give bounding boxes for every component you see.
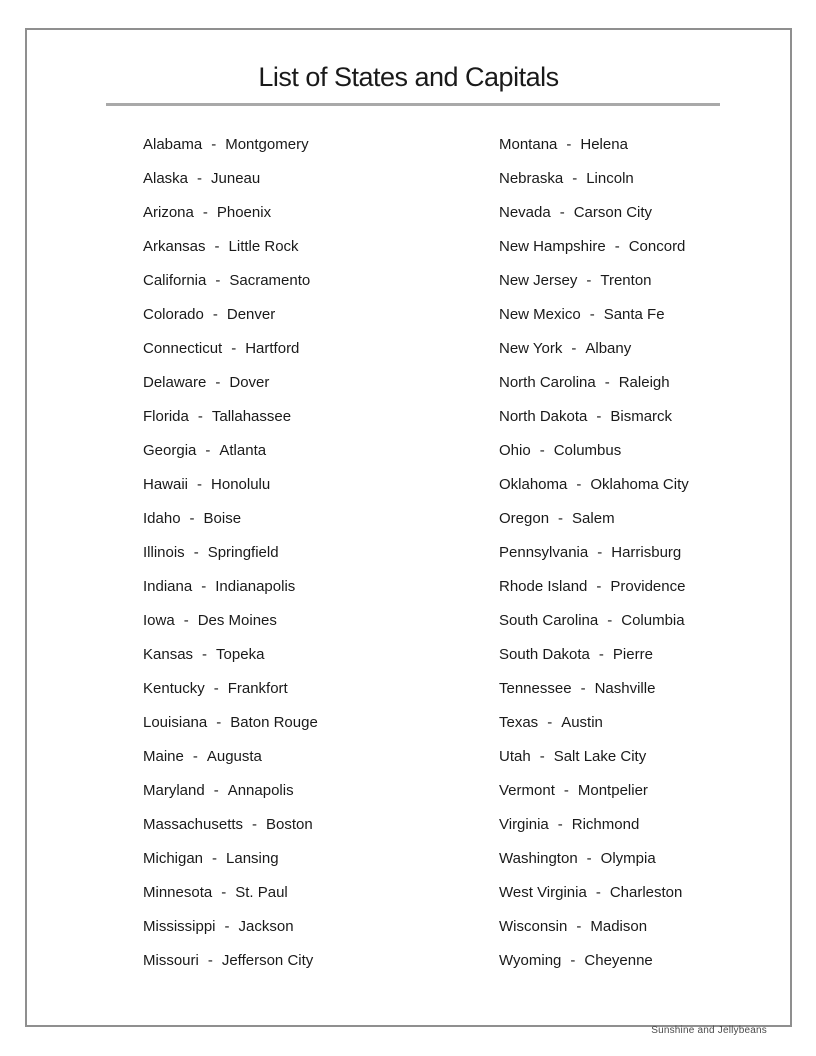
capital-name: Harrisburg [611,544,682,561]
capital-name: Des Moines [197,612,277,629]
separator-dash: - [570,952,576,969]
separator-dash: - [557,816,563,833]
separator-dash: - [213,782,219,799]
capital-name: Lincoln [586,170,634,187]
state-capital-row [143,400,318,434]
state-capital-row [499,570,689,604]
separator-dash: - [586,272,592,289]
state-name: Oregon [499,510,550,527]
separator-dash: - [580,680,586,697]
state-capital-row [499,706,689,740]
separator-dash: - [539,748,545,765]
separator-dash: - [598,646,604,663]
capital-name: Pierre [612,646,653,663]
state-capital-row [143,842,318,876]
capital-name: Annapolis [227,782,294,799]
state-name: Idaho [143,510,181,527]
state-name: West Virginia [499,884,587,901]
state-capital-row [499,740,689,774]
capital-name: Salt Lake City [553,748,647,765]
capital-name: Tallahassee [211,408,292,425]
capital-name: Montpelier [577,782,648,799]
watermark-credit: Sunshine and Jellybeans [651,1025,767,1036]
capital-name: Cheyenne [584,952,653,969]
separator-dash: - [197,408,203,425]
capital-name: Helena [580,136,628,153]
state-name: Arizona [143,204,194,221]
state-name: Maryland [143,782,205,799]
separator-dash: - [197,476,203,493]
state-name: Massachusetts [143,816,244,833]
capital-name: Trenton [600,272,652,289]
state-name: South Dakota [499,646,590,663]
capital-name: Albany [585,340,632,357]
state-capital-row [143,434,318,468]
state-name: Virginia [499,816,549,833]
separator-dash: - [207,952,213,969]
separator-dash: - [212,306,218,323]
state-name: North Dakota [499,408,588,425]
state-name: Delaware [143,374,207,391]
capital-name: Columbus [553,442,622,459]
separator-dash: - [558,510,564,527]
capital-name: Phoenix [216,204,272,221]
separator-dash: - [211,136,217,153]
separator-dash: - [221,884,227,901]
state-capital-row [499,876,689,910]
state-capital-row [499,910,689,944]
state-name: Pennsylvania [499,544,589,561]
state-name: Montana [499,136,558,153]
capital-name: Augusta [206,748,262,765]
state-capital-row [143,672,318,706]
state-name: South Carolina [499,612,599,629]
capital-name: Bismarck [610,408,673,425]
separator-dash: - [576,918,582,935]
separator-dash: - [216,714,222,731]
capital-name: Boston [266,816,313,833]
capital-name: Jackson [238,918,294,935]
state-capital-row [143,162,318,196]
capital-name: Dover [229,374,270,391]
state-name: Alabama [143,136,203,153]
capital-name: Oklahoma City [590,476,689,493]
separator-dash: - [576,476,582,493]
separator-dash: - [252,816,258,833]
state-name: Kentucky [143,680,205,697]
capital-name: Topeka [216,646,265,663]
state-capital-row [143,196,318,230]
state-name: Florida [143,408,189,425]
state-capital-row [499,128,689,162]
capital-name: Concord [628,238,686,255]
state-capital-row [499,162,689,196]
state-capital-row [499,400,689,434]
state-name: Tennessee [499,680,572,697]
state-name: Iowa [143,612,175,629]
state-capital-row [499,264,689,298]
state-name: Maine [143,748,184,765]
capital-name: Columbia [621,612,685,629]
state-capital-row [499,536,689,570]
capital-name: Charleston [609,884,683,901]
state-capital-row [143,298,318,332]
separator-dash: - [596,408,602,425]
state-capital-row [499,944,689,978]
separator-dash: - [586,850,592,867]
state-capital-row [143,468,318,502]
capital-name: Richmond [571,816,640,833]
separator-dash: - [614,238,620,255]
capital-name: Sacramento [229,272,311,289]
state-name: Texas [499,714,539,731]
separator-dash: - [224,918,230,935]
state-capital-row [143,366,318,400]
state-name: Arkansas [143,238,206,255]
capital-name: Atlanta [219,442,267,459]
separator-dash: - [197,170,203,187]
state-name: Minnesota [143,884,213,901]
state-name: Kansas [143,646,194,663]
state-name: Mississippi [143,918,216,935]
separator-dash: - [205,442,211,459]
state-name: New York [499,340,563,357]
state-name: Georgia [143,442,197,459]
state-capital-row [143,638,318,672]
capital-name: Providence [610,578,686,595]
state-capital-row [143,876,318,910]
capital-name: Frankfort [227,680,288,697]
state-capital-row [499,842,689,876]
state-capital-row [143,230,318,264]
states-column-right [499,128,689,978]
separator-dash: - [201,578,207,595]
state-name: New Mexico [499,306,581,323]
state-name: Wyoming [499,952,562,969]
state-capital-row [143,264,318,298]
separator-dash: - [214,238,220,255]
state-name: Utah [499,748,531,765]
state-capital-row [499,604,689,638]
state-capital-row [143,774,318,808]
separator-dash: - [595,884,601,901]
state-capital-row [143,706,318,740]
capital-name: Madison [590,918,648,935]
capital-name: Montgomery [225,136,309,153]
capital-name: Raleigh [618,374,670,391]
separator-dash: - [215,374,221,391]
capital-name: Juneau [211,170,261,187]
separator-dash: - [607,612,613,629]
capital-name: Austin [561,714,603,731]
state-name: Nebraska [499,170,564,187]
capital-name: Baton Rouge [230,714,318,731]
state-name: New Hampshire [499,238,606,255]
state-name: Colorado [143,306,204,323]
state-capital-row [499,366,689,400]
state-name: Illinois [143,544,185,561]
capital-name: St. Paul [235,884,288,901]
state-capital-row [143,570,318,604]
state-capital-row [143,502,318,536]
state-name: Vermont [499,782,555,799]
title-underline [106,103,720,106]
separator-dash: - [559,204,565,221]
separator-dash: - [572,170,578,187]
state-capital-row [143,128,318,162]
state-capital-row [499,468,689,502]
separator-dash: - [604,374,610,391]
state-capital-row [143,910,318,944]
state-name: Rhode Island [499,578,588,595]
state-name: Nevada [499,204,551,221]
capital-name: Olympia [600,850,656,867]
separator-dash: - [597,544,603,561]
state-capital-row [499,502,689,536]
separator-dash: - [566,136,572,153]
state-capital-row [499,638,689,672]
state-name: North Carolina [499,374,596,391]
state-capital-row [499,672,689,706]
capital-name: Indianapolis [215,578,296,595]
separator-dash: - [231,340,237,357]
capital-name: Springfield [207,544,279,561]
separator-dash: - [539,442,545,459]
separator-dash: - [183,612,189,629]
separator-dash: - [212,850,218,867]
state-name: Hawaii [143,476,189,493]
capital-name: Lansing [226,850,279,867]
state-name: New Jersey [499,272,578,289]
separator-dash: - [589,306,595,323]
state-name: Missouri [143,952,199,969]
capital-name: Nashville [594,680,656,697]
state-capital-row [143,944,318,978]
state-capital-row [499,774,689,808]
state-name: Oklahoma [499,476,568,493]
state-name: Connecticut [143,340,223,357]
state-capital-row [499,808,689,842]
state-capital-row [499,196,689,230]
separator-dash: - [193,544,199,561]
state-capital-row [143,808,318,842]
capital-name: Carson City [573,204,653,221]
page-border [25,28,792,1027]
capital-name: Hartford [245,340,300,357]
separator-dash: - [563,782,569,799]
state-capital-row [499,230,689,264]
separator-dash: - [202,646,208,663]
separator-dash: - [213,680,219,697]
state-capital-row [499,434,689,468]
capital-name: Little Rock [228,238,299,255]
state-name: Alaska [143,170,189,187]
page-title: List of States and Capitals [258,62,559,92]
state-name: Indiana [143,578,193,595]
state-capital-row [499,332,689,366]
state-capital-row [499,298,689,332]
state-name: Washington [499,850,578,867]
state-name: California [143,272,207,289]
capital-name: Boise [203,510,242,527]
separator-dash: - [596,578,602,595]
separator-dash: - [571,340,577,357]
capital-name: Denver [226,306,276,323]
state-name: Louisiana [143,714,208,731]
capital-name: Santa Fe [603,306,665,323]
state-name: Michigan [143,850,204,867]
separator-dash: - [547,714,553,731]
separator-dash: - [202,204,208,221]
separator-dash: - [189,510,195,527]
states-column-left [143,128,318,978]
state-name: Ohio [499,442,531,459]
capital-name: Salem [572,510,615,527]
state-capital-row [143,740,318,774]
state-capital-row [143,604,318,638]
separator-dash: - [215,272,221,289]
capital-name: Jefferson City [221,952,314,969]
state-capital-row [143,332,318,366]
separator-dash: - [192,748,198,765]
state-name: Wisconsin [499,918,568,935]
capital-name: Honolulu [211,476,271,493]
state-capital-row [143,536,318,570]
